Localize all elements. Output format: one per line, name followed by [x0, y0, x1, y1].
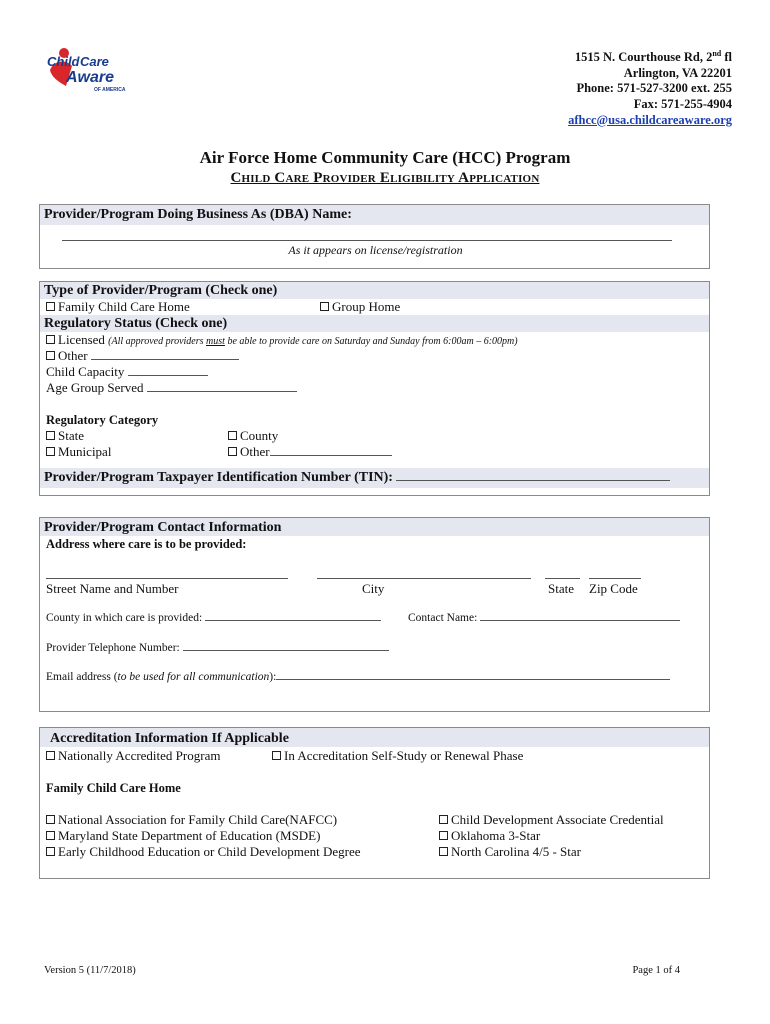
zip-input-line[interactable]: [589, 578, 641, 579]
licensed-option[interactable]: Licensed (All approved providers must be able to provide care on Saturday and Sunday from 6:00am – 6:00pm): [46, 332, 518, 348]
logo-text-care: Care: [80, 54, 109, 69]
checkbox-degree[interactable]: [46, 847, 55, 856]
category-label: Regulatory Category: [46, 413, 159, 427]
self-study-option[interactable]: In Accreditation Self-Study or Renewal Phase: [272, 748, 523, 764]
page-subtitle: Child Care Provider Eligibility Application: [230, 170, 540, 186]
contact-name-field: Contact Name:: [408, 612, 680, 624]
checkbox-nafcc[interactable]: [46, 815, 55, 824]
address-street: 1515 N. Courthouse Rd, 2nd fl: [574, 49, 732, 65]
contact-name-input-line[interactable]: [480, 620, 680, 621]
checkbox-municipal[interactable]: [46, 447, 55, 456]
accreditation-label: Accreditation Information If Applicable: [40, 728, 709, 747]
accred-left-list: [46, 812, 361, 860]
other-input-line[interactable]: [91, 359, 239, 360]
accred-option-cda[interactable]: Child Development Associate Credential: [439, 812, 664, 828]
checkbox-other[interactable]: [46, 351, 55, 360]
street-label: Street Name and Number: [46, 581, 179, 596]
email-input-line[interactable]: [276, 679, 670, 680]
other-option[interactable]: Other: [46, 348, 239, 364]
category-other-line[interactable]: [270, 455, 392, 456]
dba-label: Provider/Program Doing Business As (DBA) Name:: [40, 205, 709, 225]
county-field: County in which care is provided:: [46, 612, 381, 624]
accred-option-nafcc[interactable]: National Association for Family Child Care(NAFCC): [46, 812, 361, 828]
type-option-group[interactable]: Group Home: [320, 299, 400, 315]
logo-text-child: Child: [47, 54, 80, 69]
regulatory-label: Regulatory Status (Check one): [40, 315, 709, 332]
accred-right-list: [439, 812, 664, 860]
type-option-family[interactable]: Family Child Care Home: [46, 299, 190, 315]
city-input-line[interactable]: [317, 578, 531, 579]
state-input-line[interactable]: [545, 578, 580, 579]
street-input-line[interactable]: [46, 578, 288, 579]
phone-field: Provider Telephone Number:: [46, 642, 389, 654]
address-label: Address where care is to be provided:: [46, 537, 247, 551]
address-fax: Fax: 571-255-4904: [633, 96, 732, 111]
logo-text-aware: Aware: [66, 69, 115, 86]
accred-option-degree[interactable]: Early Childhood Education or Child Development Degree: [46, 844, 361, 860]
logo-text-america: OF AMERICA: [94, 87, 126, 93]
age-group: Age Group Served: [46, 380, 297, 396]
accreditation-section: [39, 727, 710, 879]
checkbox-msde[interactable]: [46, 831, 55, 840]
provider-type-section: [39, 281, 710, 496]
page-number: Page 1 of 4: [632, 965, 680, 976]
checkbox-county[interactable]: [228, 431, 237, 440]
tin-field: Provider/Program Taxpayer Identification Number (TIN):: [40, 468, 709, 488]
accred-option-oklahoma[interactable]: Oklahoma 3-Star: [439, 828, 664, 844]
fcc-label: Family Child Care Home: [46, 781, 181, 795]
checkbox-cda[interactable]: [439, 815, 448, 824]
address-city: Arlington, VA 22201: [623, 65, 732, 80]
checkbox-family[interactable]: [46, 302, 55, 311]
nationally-accredited-option[interactable]: Nationally Accredited Program: [46, 748, 220, 764]
checkbox-category-other[interactable]: [228, 447, 237, 456]
tin-input-line[interactable]: [396, 480, 670, 481]
category-other[interactable]: Other: [228, 444, 392, 460]
checkbox-oklahoma[interactable]: [439, 831, 448, 840]
page-title: Air Force Home Community Care (HCC) Program: [199, 148, 571, 167]
version-label: Version 5 (11/7/2018): [44, 965, 136, 976]
checkbox-self-study[interactable]: [272, 751, 281, 760]
category-county[interactable]: County: [228, 428, 278, 444]
capacity-input-line[interactable]: [128, 375, 208, 376]
type-label: Type of Provider/Program (Check one): [40, 282, 709, 299]
child-capacity: Child Capacity: [46, 364, 208, 380]
checkbox-nationally-accredited[interactable]: [46, 751, 55, 760]
contact-section: [39, 517, 710, 712]
city-label: City: [362, 581, 385, 596]
email-field: Email address (to be used for all communication):: [46, 671, 670, 683]
county-input-line[interactable]: [205, 620, 381, 621]
child-care-aware-logo: [44, 46, 136, 94]
dba-section: [39, 204, 710, 269]
accred-option-north-carolina[interactable]: North Carolina 4/5 - Star: [439, 844, 664, 860]
state-label: State: [548, 581, 574, 596]
checkbox-north-carolina[interactable]: [439, 847, 448, 856]
address-phone: Phone: 571-527-3200 ext. 255: [576, 81, 732, 96]
checkbox-licensed[interactable]: [46, 335, 55, 344]
checkbox-group[interactable]: [320, 302, 329, 311]
email-link[interactable]: afhcc@usa.childcareaware.org: [568, 112, 732, 127]
licensed-note: (All approved providers must be able to provide care on Saturday and Sunday from 6:00am – 6:00pm): [108, 336, 518, 347]
accred-option-msde[interactable]: Maryland State Department of Education (MSDE): [46, 828, 361, 844]
category-municipal[interactable]: Municipal: [46, 444, 111, 460]
category-state[interactable]: State: [46, 428, 84, 444]
dba-input-line[interactable]: [62, 240, 672, 241]
checkbox-state[interactable]: [46, 431, 55, 440]
address-block: [568, 46, 732, 128]
zip-label: Zip Code: [589, 581, 638, 596]
logo-graphic: [44, 46, 136, 94]
dba-hint: As it appears on license/registration: [288, 243, 463, 257]
phone-input-line[interactable]: [183, 650, 389, 651]
age-input-line[interactable]: [147, 391, 297, 392]
contact-label: Provider/Program Contact Information: [40, 518, 709, 536]
